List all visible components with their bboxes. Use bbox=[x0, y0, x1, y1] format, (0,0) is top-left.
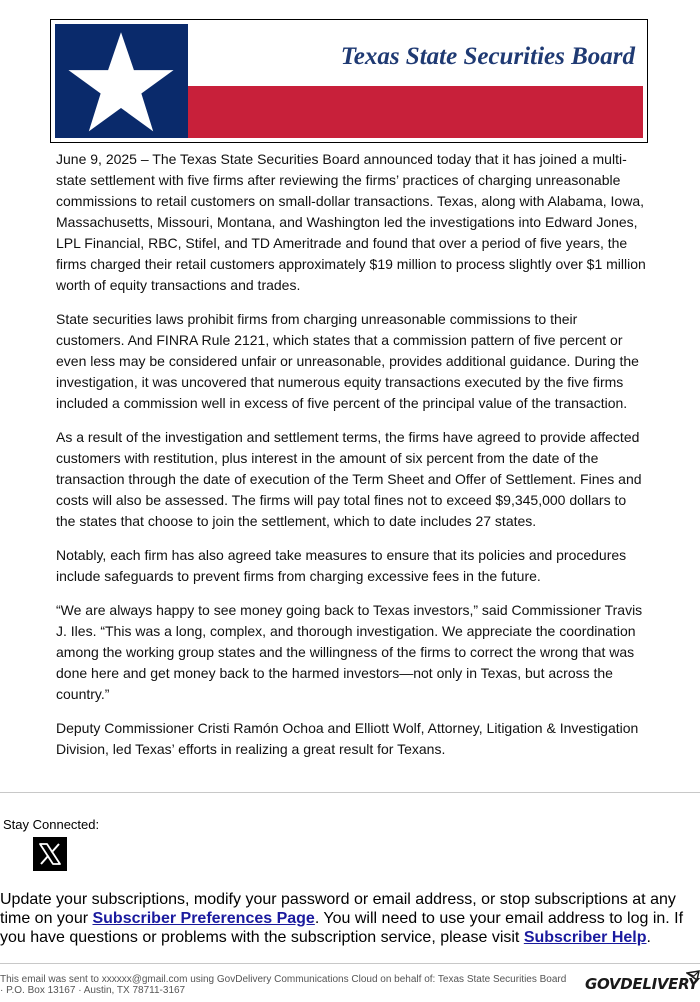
subscription-text: . bbox=[646, 929, 651, 946]
footer-divider bbox=[0, 963, 700, 964]
article-paragraph: Notably, each firm has also agreed take measures to ensure that its policies and procedures include safeguards to prevent firms from charging excessive fees in the future. bbox=[56, 547, 627, 584]
article-paragraph: Deputy Commissioner Cristi Ramón Ochoa and Elliott Wolf, Attorney, Litigation & Investigation Division, led Texas’ efforts in realizing a great result for Texans. bbox=[56, 720, 639, 757]
subscriber-help-link[interactable]: Subscriber Help bbox=[523, 929, 647, 946]
subscription-text: Update your subscriptions, modify your password or email address, or stop subscriptions at any time on your bbox=[0, 891, 676, 927]
subscriber-preferences-link[interactable]: Subscriber Preferences Page bbox=[92, 910, 315, 927]
subscription-text: . You will need to use your email address to log in. If you have questions or problems with the subscription service, please visit bbox=[0, 910, 684, 946]
govdelivery-logo: GOVDELIVERY bbox=[585, 975, 699, 993]
subscription-notice bbox=[0, 890, 696, 947]
header-banner-frame bbox=[50, 19, 648, 143]
footer-sender-info bbox=[0, 974, 580, 996]
article-paragraph: State securities laws prohibit firms from charging unreasonable commissions to their customers. And FINRA Rule 2121, which states that a commission pattern of five percent or even less may be considered unfair or unreasonable, provides additional guidance. During the investigation, it was uncovered that numerous equity transactions executed by the five firms included a commission well in excess of five percent of the principal value of the transaction. bbox=[56, 311, 639, 411]
footer-line: · P.O. Box 13167 · Austin, TX 78711-3167 bbox=[0, 985, 186, 996]
stay-connected-label: Stay Connected: bbox=[3, 817, 100, 832]
content-divider bbox=[0, 792, 700, 793]
flag-red-stripe bbox=[188, 86, 643, 138]
footer-line: This email was sent to xxxxxx@gmail.com using GovDelivery Communications Cloud on behalf of: Texas State Securities Board bbox=[0, 974, 567, 985]
x-icon[interactable] bbox=[33, 837, 67, 871]
article-body bbox=[56, 149, 646, 773]
banner-title: Texas State Securities Board bbox=[340, 43, 635, 70]
article-paragraph: “We are always happy to see money going back to Texas investors,” said Commissioner Travis J. Iles. “This was a long, complex, and thorough investigation. We appreciate the coordination among the working group states and the willingness of the firms to correct the wrong that was done here and get money back to the harmed investors—not only in Texas, but across the country.” bbox=[56, 602, 643, 702]
header-banner bbox=[55, 24, 643, 138]
article-paragraph: June 9, 2025 – The Texas State Securities Board announced today that it has joined a multi-state settlement with five firms after reviewing the firms’ practices of charging unreasonable commissions to retail customers on small-dollar transactions. Texas, along with Alabama, Iowa, Massachusetts, Missouri, Montana, and Washington led the investigations into Edward Jones, LPL Financial, RBC, Stifel, and TD Ameritrade and found that over a period of five years, the firms charged their retail customers approximately $19 million to process slightly over $1 million worth of equity transactions and trades. bbox=[56, 151, 646, 293]
article-paragraph: As a result of the investigation and settlement terms, the firms have agreed to provide affected customers with restitution, plus interest in the amount of six percent from the date of the transaction through the date of execution of the Term Sheet and Offer of Settlement. Fines and costs will also be assessed. The firms will pay total fines not to exceed $9,345,000 dollars to the states that choose to join the settlement, which to date includes 27 states. bbox=[56, 429, 642, 529]
envelope-icon bbox=[686, 970, 700, 982]
lone-star-icon bbox=[65, 30, 177, 134]
